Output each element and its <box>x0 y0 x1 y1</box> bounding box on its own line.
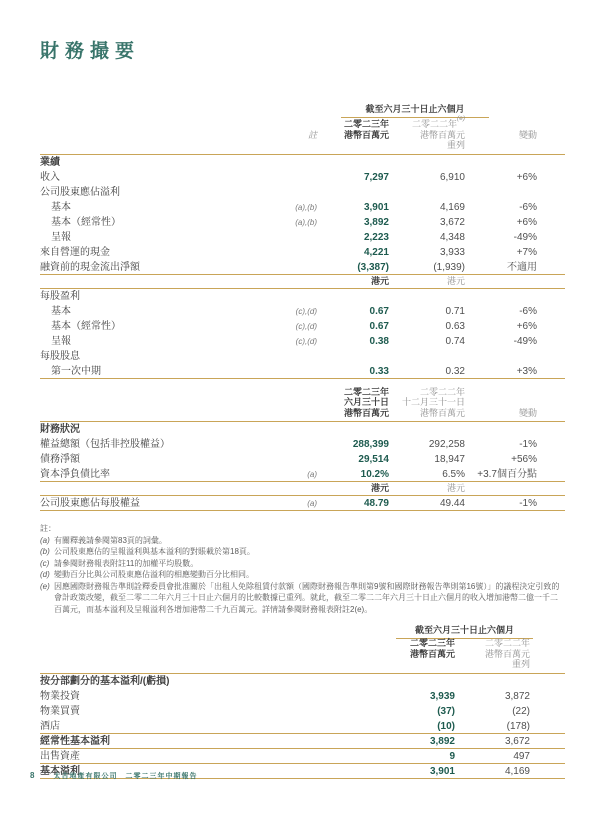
value-2023: 3,892 <box>363 216 389 228</box>
table-row <box>40 155 565 170</box>
value-change: +3.7個百分點 <box>477 469 537 480</box>
note-marker: (a) <box>40 535 50 545</box>
value-change: 不適用 <box>507 261 537 273</box>
value-2022 <box>389 422 465 437</box>
note-marker: (d) <box>40 570 50 579</box>
page-footer <box>30 771 197 781</box>
column-header-row <box>40 115 565 155</box>
note-item <box>40 546 565 558</box>
row-label: 呈報 <box>51 335 71 347</box>
row-note-ref <box>277 260 317 275</box>
value-2022 <box>389 185 465 200</box>
value-2022: 4,169 <box>439 201 465 213</box>
value-2022: 497 <box>513 750 530 762</box>
row-note-ref: (a),(b) <box>295 202 317 212</box>
value-change: -6% <box>519 201 537 213</box>
row-label: 財務狀況 <box>40 424 80 435</box>
note-text: 變動百分比與公司股東應佔溢利的相應變動百分比相同。 <box>54 570 254 579</box>
value-2022: 0.71 <box>445 305 465 317</box>
row-note-ref <box>277 230 317 245</box>
value-2022: 18,947 <box>434 454 465 465</box>
value-2022: 4,348 <box>439 231 465 243</box>
value-2023: 4,221 <box>363 246 389 258</box>
row-label: 基本 <box>51 305 71 317</box>
header-line: 港幣百萬元 <box>419 129 465 140</box>
row-note-ref <box>277 452 317 467</box>
note-text: 有關釋義請參閱第83頁的詞彙。 <box>54 535 167 545</box>
table-row <box>40 334 565 349</box>
currency-2022: 港元 <box>446 483 465 493</box>
value-2023 <box>317 185 389 200</box>
value-2023: 48.79 <box>363 498 389 509</box>
value-2023: 2,223 <box>363 231 389 243</box>
footer-report-name: 二零二三年中期報告 <box>125 773 198 780</box>
table-row <box>40 719 565 734</box>
row-label: 公司股東應佔溢利 <box>40 186 120 198</box>
row-label: 基本溢利 <box>40 765 80 777</box>
row-label: 每股盈利 <box>40 290 80 302</box>
change-column-label: 變動 <box>518 129 537 140</box>
value-2022: 0.63 <box>445 320 465 332</box>
value-2023 <box>317 155 389 170</box>
value-2022: 3,672 <box>504 735 530 747</box>
table-row <box>40 364 565 379</box>
value-2023: 0.67 <box>369 305 389 317</box>
row-label: 按分部劃分的基本溢利/(虧損) <box>40 675 170 687</box>
currency-row <box>40 482 565 496</box>
note-item <box>40 569 565 581</box>
table-row <box>40 349 565 364</box>
note-marker: (c) <box>40 558 50 568</box>
page-content <box>40 36 565 779</box>
row-label: 公司股東應佔每股權益 <box>40 498 140 509</box>
header-line: 二零二三年 <box>409 638 455 648</box>
row-note-ref: (c),(d) <box>295 336 317 346</box>
note-item <box>40 535 565 547</box>
table-row <box>40 496 565 511</box>
column-2022-label <box>389 117 465 151</box>
value-change <box>465 185 537 200</box>
table-row <box>40 734 565 749</box>
value-2023: 0.33 <box>369 365 389 377</box>
value-2023: (37) <box>437 705 455 717</box>
row-note-ref <box>277 349 317 364</box>
value-change: +6% <box>516 216 537 228</box>
value-2022: 3,933 <box>439 246 465 258</box>
note-e-superscript: (e) <box>457 115 465 122</box>
row-note-ref <box>277 245 317 260</box>
note-marker: (e) <box>40 581 50 591</box>
value-2023: 288,399 <box>352 439 389 450</box>
row-note-ref <box>277 289 317 304</box>
value-2023: 10.2% <box>360 469 389 480</box>
table-row <box>40 689 565 704</box>
column-2023-label <box>385 638 455 659</box>
note-item <box>40 581 565 616</box>
value-2022 <box>389 349 465 364</box>
table-row <box>40 749 565 764</box>
table-row <box>40 230 565 245</box>
spacer <box>40 482 277 495</box>
row-label: 物業投資 <box>40 690 80 702</box>
row-note-ref <box>277 155 317 170</box>
row-label: 出售資產 <box>40 750 80 762</box>
row-label: 基本（經常性） <box>51 216 121 228</box>
value-2023 <box>317 349 389 364</box>
value-change: -49% <box>513 335 537 347</box>
header-line: 十二月三十一日 <box>401 397 465 407</box>
header-line: 二零二三年 <box>343 386 389 397</box>
column-2022-label <box>389 387 465 419</box>
value-2022 <box>389 155 465 170</box>
row-note-ref <box>277 422 317 437</box>
value-2023: 3,939 <box>429 690 455 702</box>
row-label: 資本淨負債比率 <box>40 469 110 480</box>
value-change: +6% <box>516 171 537 183</box>
table-row <box>40 215 565 230</box>
note-text: 請參閱財務報表附註11的加權平均股數。 <box>54 558 199 568</box>
row-note-ref <box>277 170 317 185</box>
value-2023: 3,892 <box>429 735 455 747</box>
value-2022 <box>389 289 465 304</box>
value-2022: 292,258 <box>428 439 465 450</box>
header-line: 港幣百萬元 <box>409 648 455 659</box>
financial-highlights-table <box>40 102 565 511</box>
row-label: 每股股息 <box>40 350 80 362</box>
value-2022: (178) <box>506 720 530 732</box>
period-header-row <box>40 623 565 636</box>
value-2023: 3,901 <box>363 201 389 213</box>
value-change: -1% <box>519 439 537 450</box>
row-note-ref: (a) <box>307 499 317 508</box>
row-note-ref <box>277 437 317 452</box>
row-note-ref: (a),(b) <box>295 217 317 227</box>
change-column-label: 變動 <box>518 407 537 418</box>
value-2023 <box>317 289 389 304</box>
notes-section <box>40 523 565 615</box>
spacer <box>465 482 537 495</box>
table-row <box>40 304 565 319</box>
note-text: 因應國際財務報告準則詮釋委員會批准關於「出租人免除租賃付款額（國際財務報告準則第9號和國際財務報告準則第16號）」的議程決定引致的會計政策改變，截至二零二二年六月三十日止六個月的比較數據已重列。就此，截至二零二二年六月三十日止六個月的收入增加港幣二億一千二百萬元，而基本溢利及呈報溢利各增加港幣二千九百萬元。詳情請參閱財務報表附註2(e)。 <box>54 581 560 614</box>
value-2023: (3,387) <box>357 261 389 273</box>
value-2022: 6.5% <box>442 469 465 480</box>
header-line: 港幣百萬元 <box>343 407 389 418</box>
value-2023: 29,514 <box>358 454 389 465</box>
value-2023: 3,901 <box>429 765 455 777</box>
currency-2023: 港元 <box>370 275 389 286</box>
column-header-row <box>40 636 565 674</box>
value-change: +7% <box>516 246 537 258</box>
spacer <box>277 482 317 495</box>
row-label: 債務淨額 <box>40 454 80 465</box>
period-header: 截至六月三十日止六個月 <box>396 623 533 639</box>
row-note-ref: (c),(d) <box>295 321 317 331</box>
value-2023: 9 <box>449 750 455 762</box>
value-change <box>465 289 537 304</box>
value-2022 <box>455 674 530 689</box>
value-2023 <box>385 674 455 689</box>
row-note-ref: (a) <box>307 470 317 479</box>
row-note-ref: (c),(d) <box>295 306 317 316</box>
segment-underlying-profit-table <box>40 623 565 779</box>
value-2023: 0.38 <box>369 335 389 347</box>
header-line: 港幣百萬元 <box>484 648 530 659</box>
table-row <box>40 704 565 719</box>
value-2022: 49.44 <box>439 498 465 509</box>
value-2023: 7,297 <box>363 171 389 183</box>
header-line: 二零二二年 <box>419 386 465 397</box>
header-line: 六月三十日 <box>343 397 389 407</box>
note-text: 公司股東應佔的呈報溢利與基本溢利的對賬載於第18頁。 <box>54 547 255 556</box>
header-line: 重列 <box>446 140 465 150</box>
table-row <box>40 245 565 260</box>
row-label: 酒店 <box>40 720 60 732</box>
page-title: 財務撮要 <box>40 41 141 62</box>
value-2023: (10) <box>437 720 455 732</box>
period-header: 截至六月三十日止六個月 <box>341 102 489 118</box>
table-row <box>40 452 565 467</box>
value-2022: 0.32 <box>445 365 465 377</box>
row-label: 來自營運的現金 <box>40 246 110 258</box>
row-label: 收入 <box>40 171 60 183</box>
row-label: 權益總額（包括非控股權益） <box>40 439 170 450</box>
note-marker: (b) <box>40 547 50 556</box>
row-note-ref <box>277 185 317 200</box>
row-label: 業績 <box>40 156 60 168</box>
value-change: -6% <box>519 305 537 317</box>
value-2022: (22) <box>512 705 530 717</box>
value-2022: 3,872 <box>504 690 530 702</box>
value-change: +56% <box>511 454 537 465</box>
table-row <box>40 674 565 689</box>
note-column-label: 註 <box>307 129 317 140</box>
value-change <box>465 349 537 364</box>
spacer <box>465 275 537 288</box>
row-label: 呈報 <box>51 231 71 243</box>
value-change <box>465 422 537 437</box>
table-row <box>40 319 565 334</box>
table-row <box>40 422 565 437</box>
value-2022: 6,910 <box>439 171 465 183</box>
header-line: 二零二三年 <box>343 119 389 129</box>
balance-header-row <box>40 385 565 423</box>
header-line: 港幣百萬元 <box>419 407 465 418</box>
column-2023-label <box>317 387 389 419</box>
note-item <box>40 558 565 570</box>
header-line: 重列 <box>511 659 530 669</box>
notes-title: 註： <box>40 524 56 533</box>
value-2022: 0.74 <box>445 335 465 347</box>
table-row <box>40 185 565 200</box>
row-label: 基本 <box>51 201 71 213</box>
value-change: -1% <box>519 498 537 509</box>
header-line: 二零二二年$^{(e)}$ <box>412 115 465 129</box>
page-number: 8 <box>30 771 35 780</box>
header-line: 二零二二年 <box>484 638 530 648</box>
table-row <box>40 467 565 482</box>
column-2022-label <box>455 638 530 670</box>
value-change: -49% <box>513 231 537 243</box>
row-label: 物業買賣 <box>40 705 80 717</box>
notes-list <box>40 535 565 616</box>
value-2023: 0.67 <box>369 320 389 332</box>
footer-company-name: 太古地產有限公司 <box>53 773 118 780</box>
header-line: 港幣百萬元 <box>343 129 389 140</box>
period-header-row <box>40 102 565 115</box>
table-row <box>40 289 565 304</box>
value-2022: (1,939) <box>433 261 465 273</box>
value-change: +3% <box>516 365 537 377</box>
row-label: 第一次中期 <box>51 365 101 377</box>
row-label: 基本（經常性） <box>51 320 121 332</box>
value-change <box>465 155 537 170</box>
table-row <box>40 170 565 185</box>
table-row <box>40 200 565 215</box>
value-2022: 3,672 <box>439 216 465 228</box>
column-2023-label <box>317 119 389 140</box>
currency-row <box>40 275 565 289</box>
row-label: 融資前的現金流出淨額 <box>40 261 140 273</box>
currency-2023: 港元 <box>370 483 389 493</box>
value-change: +6% <box>516 320 537 332</box>
spacer <box>40 275 277 288</box>
row-label: 經常性基本溢利 <box>40 735 110 747</box>
currency-2022: 港元 <box>446 275 465 286</box>
table-row <box>40 260 565 275</box>
row-note-ref <box>277 364 317 379</box>
value-2022: 4,169 <box>504 765 530 777</box>
table-row <box>40 437 565 452</box>
spacer <box>277 275 317 288</box>
value-2023 <box>317 422 389 437</box>
